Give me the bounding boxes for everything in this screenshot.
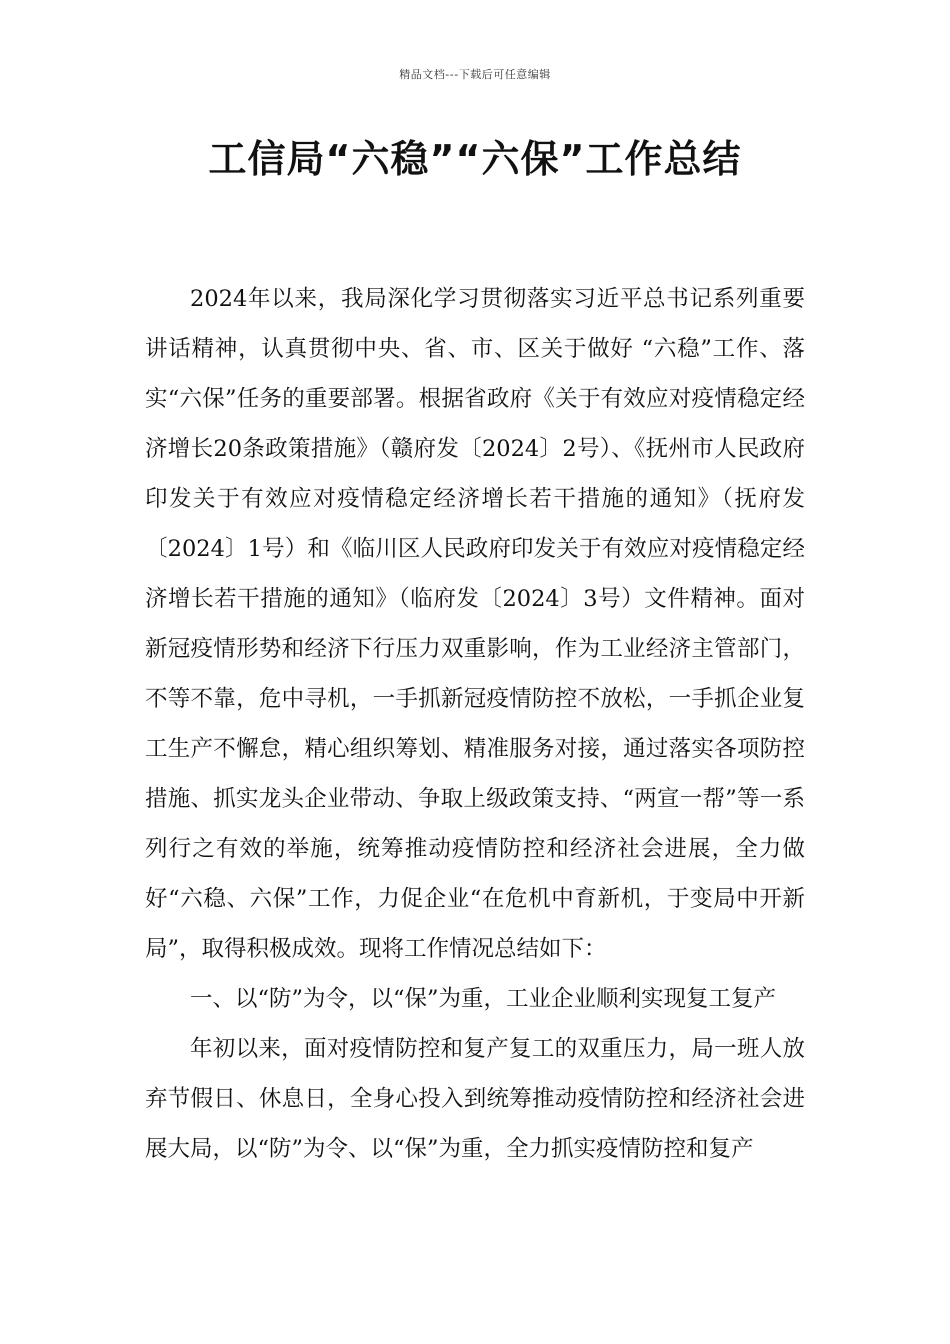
section-heading-1: 一、以“防”为令，以“保”为重，工业企业顺利实现复工复产 xyxy=(190,986,777,1012)
document-body xyxy=(145,274,805,1174)
paragraph-intro: 2024年以来，我局深化学习贯彻落实习近平总书记系列重要讲话精神，认真贯彻中央、省、市、区关于做好 “六稳”工作、落实“六保”任务的重要部署。根据省政府《关于有效应对疫情稳定经济增长20条政策措施》（赣府发〔2024〕2号）、《抚州市人民政府印发关于有效应对疫情稳定经济增长若干措施的通知》（抚府发〔2024〕1号）和《临川区人民政府印发关于有效应对疫情稳定经济增长若干措施的通知》（临府发〔2024〕3号）文件精神。面对新冠疫情形势和经济下行压力双重影响，作为工业经济主管部门，不等不靠，危中寻机，一手抓新冠疫情防控不放松，一手抓企业复工生产不懈怠，精心组织筹划、精准服务对接，通过落实各项防控措施、抓实龙头企业带动、争取上级政策支持、“两宣一帮”等一系列行之有效的举施，统筹推动疫情防控和经济社会进展，全力做好“六稳、六保”工作，力促企业“在危机中育新机，于变局中开新局”，取得积极成效。现将工作情况总结如下： xyxy=(145,286,805,962)
paragraph-section-1: 年初以来，面对疫情防控和复产复工的双重压力，局一班人放弃节假日、休息日，全身心投入到统筹推动疫情防控和经济社会进展大局，以“防”为令、以“保”为重，全力抓实疫情防控和复产 xyxy=(145,1036,805,1162)
document-title: 工信局“六稳”“六保”工作总结 xyxy=(208,137,742,181)
header-note: 精品文档---下载后可任意编辑 xyxy=(399,68,551,81)
